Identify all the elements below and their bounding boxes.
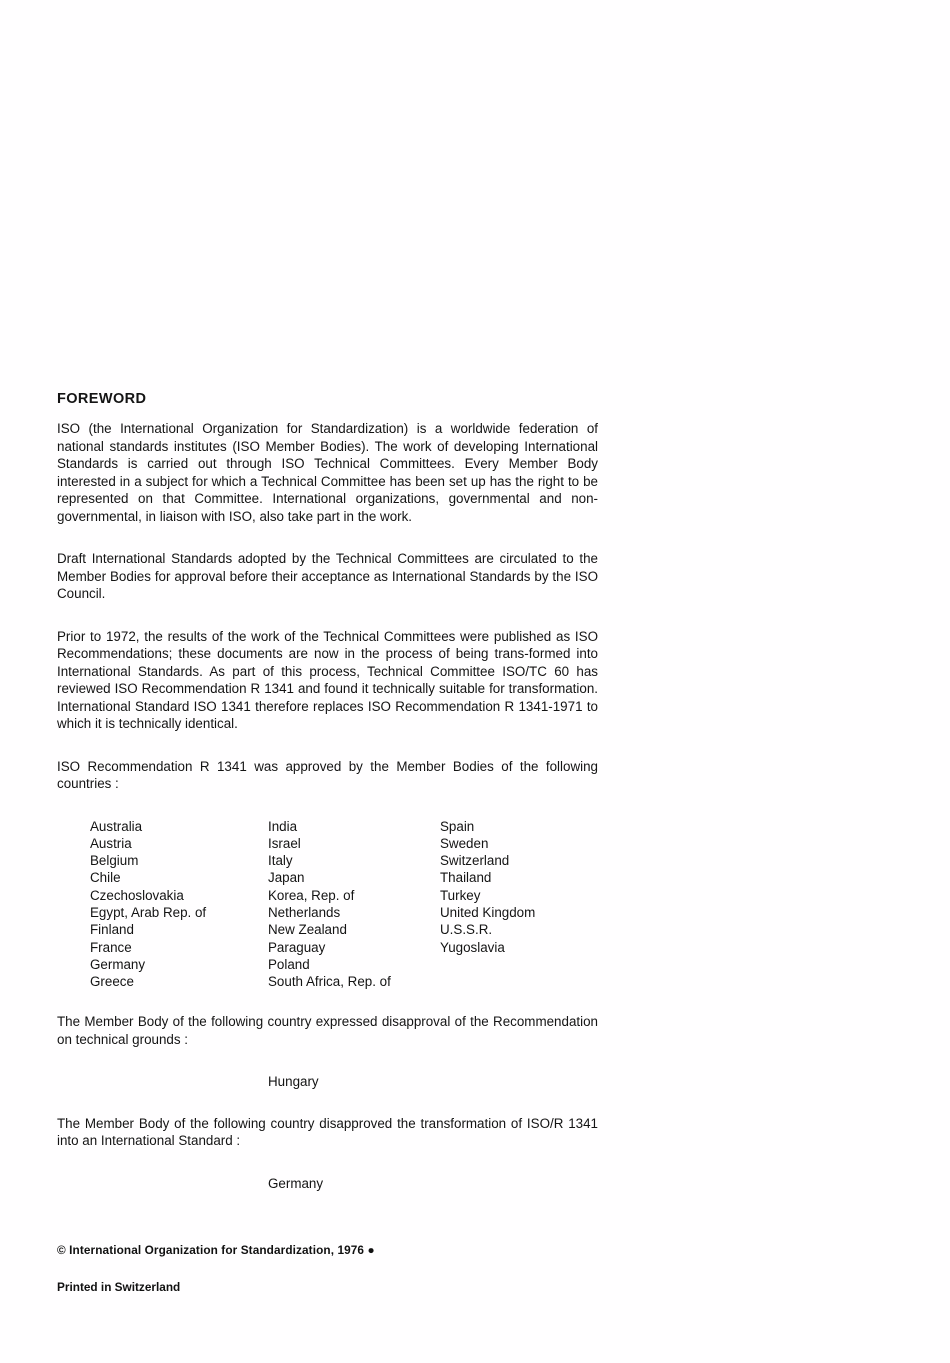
- country-item: India: [268, 818, 298, 834]
- paragraph-approval-intro: ISO Recommendation R 1341 was approved by the Member Bodies of the following countries :: [57, 758, 598, 791]
- country-item: Poland: [268, 956, 310, 972]
- country-item: Sweden: [440, 835, 489, 851]
- country-column-3: [440, 818, 598, 991]
- country-item: Yugoslavia: [440, 939, 505, 955]
- country-item: Korea, Rep. of: [268, 887, 355, 903]
- disapproval-country: Hungary: [268, 1074, 319, 1090]
- country-item: Greece: [90, 974, 134, 990]
- country-item: Austria: [90, 835, 132, 851]
- country-item: Czechoslovakia: [90, 887, 184, 903]
- country-item: Finland: [90, 922, 134, 938]
- member-countries-list: [90, 818, 598, 991]
- country-item: Israel: [268, 835, 301, 851]
- country-column-1: [90, 818, 268, 991]
- foreword-section: [57, 391, 598, 1216]
- country-item: South Africa, Rep. of: [268, 974, 391, 990]
- country-item: Paraguay: [268, 939, 326, 955]
- foreword-heading: FOREWORD: [57, 391, 147, 407]
- paragraph-disapproval-note: The Member Body of the following country expressed disapproval of the Recommendation on technical grounds :: [57, 1014, 598, 1047]
- country-item: Egypt, Arab Rep. of: [90, 904, 207, 920]
- country-item: Thailand: [440, 870, 492, 886]
- country-item: United Kingdom: [440, 904, 536, 920]
- paragraph-iso-description: ISO (the International Organization for Standardization) is a worldwide federation of national standards institutes (ISO Member Bodies). The work of developing International Standards is carried out through ISO Technical Committees. Every Member Body interested in a subject for which a Technical Committee has been set up has the right to be represented on that Committee. International organizations, governmental and non-governmental, in liaison with ISO, also take part in the work.: [57, 421, 598, 524]
- copyright-line: © International Organization for Standardization, 1976 ●: [57, 1243, 375, 1257]
- country-item: Belgium: [90, 853, 139, 869]
- page-footer: [57, 1243, 375, 1294]
- transformation-country: Germany: [268, 1175, 324, 1191]
- country-item: New Zealand: [268, 922, 347, 938]
- country-item: U.S.S.R.: [440, 922, 493, 938]
- country-item: Chile: [90, 870, 121, 886]
- printed-in-line: Printed in Switzerland: [57, 1280, 181, 1294]
- country-item: Japan: [268, 870, 305, 886]
- paragraph-prior-1972: Prior to 1972, the results of the work of the Technical Committees were published as ISO Recommendations; these documents are now in the process of being trans-formed into International Standards. As part of this process, Technical Committee ISO/TC 60 has reviewed ISO Recommendation R 1341 and found it technically suitable for transformation. International Standard ISO 1341 therefore replaces ISO Recommendation R 1341-1971 to which it is technically identical.: [57, 628, 598, 731]
- paragraph-draft-standards: Draft International Standards adopted by the Technical Committees are circulated to the Member Bodies for approval before their acceptance as International Standards by the ISO Council.: [57, 551, 598, 601]
- country-item: Spain: [440, 818, 475, 834]
- country-item: France: [90, 939, 132, 955]
- country-item: Netherlands: [268, 904, 341, 920]
- country-column-2: [268, 818, 440, 991]
- country-item: Australia: [90, 818, 143, 834]
- country-item: Germany: [90, 956, 146, 972]
- paragraph-transformation-note: The Member Body of the following country disapproved the transformation of ISO/R 1341 into an International Standard :: [57, 1115, 598, 1149]
- country-item: Italy: [268, 853, 293, 869]
- country-item: Switzerland: [440, 853, 510, 869]
- country-item: Turkey: [440, 887, 481, 903]
